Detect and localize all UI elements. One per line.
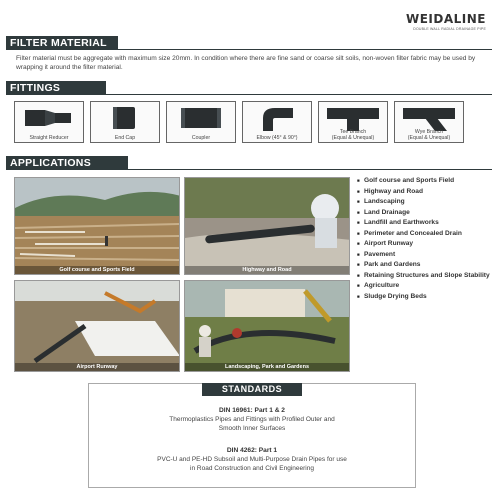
elbow-icon xyxy=(243,102,311,132)
brand-logo xyxy=(406,12,486,31)
standard-din-16961 xyxy=(89,406,415,433)
golf-course-image xyxy=(15,178,180,275)
standards-heading: STANDARDS xyxy=(202,383,302,396)
highway-image xyxy=(185,178,350,275)
list-item: ■ Retaining Structures and Slope Stability xyxy=(357,271,497,282)
standard-desc: PVC-U and PE-HD Subsoil and Multi-Purpose Drain Pipes for use xyxy=(157,456,347,463)
fitting-label: Straight Reducer xyxy=(29,135,69,141)
fitting-label: Coupler xyxy=(191,135,211,141)
photo-caption: Airport Runway xyxy=(15,363,179,371)
standards-box xyxy=(88,383,416,488)
fitting-label: Wye Branch (Equal & Unequal) xyxy=(407,129,451,141)
fittings-heading-bar xyxy=(6,81,106,95)
fitting-label: Elbow (45° & 90°) xyxy=(256,135,298,141)
straight-reducer-icon xyxy=(15,102,83,132)
brand-name: WEIDALINE xyxy=(406,12,486,26)
applications-heading: APPLICATIONS xyxy=(10,157,91,169)
brand-tagline: DOUBLE WALL RADIAL DRAINAGE PIPE xyxy=(413,27,486,31)
list-item: ■ Highway and Road xyxy=(357,187,497,198)
tee-branch-icon xyxy=(319,102,387,132)
list-item: ■ Landscaping xyxy=(357,197,497,208)
standard-desc: Thermoplastics Pipes and Fittings with Profiled Outer and xyxy=(169,416,335,423)
list-item: ■ Perimeter and Concealed Drain xyxy=(357,229,497,240)
list-item: ■ Landfill and Earthworks xyxy=(357,218,497,229)
photo-caption: Highway and Road xyxy=(185,266,349,274)
list-item: ■ Airport Runway xyxy=(357,239,497,250)
fittings-rule xyxy=(6,94,492,95)
list-item: ■ Land Drainage xyxy=(357,208,497,219)
list-item: ■ Park and Gardens xyxy=(357,260,497,271)
fitting-end-cap xyxy=(90,101,160,143)
standard-desc: Smooth Inner Surfaces xyxy=(218,425,286,432)
wye-branch-icon xyxy=(395,102,463,132)
airport-runway-image xyxy=(15,281,180,372)
fitting-label: End Cap xyxy=(114,135,136,141)
standard-title: DIN 16961: Part 1 & 2 xyxy=(219,407,285,414)
filter-heading: FILTER MATERIAL xyxy=(10,37,107,49)
fittings-heading: FITTINGS xyxy=(10,82,61,94)
applications-rule xyxy=(6,169,492,170)
photo-landscaping xyxy=(184,280,350,372)
photo-airport-runway xyxy=(14,280,180,372)
fitting-elbow xyxy=(242,101,312,143)
end-cap-icon xyxy=(91,102,159,132)
coupler-icon xyxy=(167,102,235,132)
standard-title: DIN 4262: Part 1 xyxy=(226,447,278,454)
standard-desc: in Road Construction and Civil Engineering xyxy=(190,465,314,472)
fitting-tee-branch xyxy=(318,101,388,143)
list-item: ■ Golf course and Sports Field xyxy=(357,176,497,187)
fitting-coupler xyxy=(166,101,236,143)
fitting-label: Tee Branch (Equal & Unequal) xyxy=(331,129,375,141)
applications-heading-bar xyxy=(6,156,128,170)
filter-text: Filter material must be aggregate with maximum size 20mm. In condition where there are fine sand or coarse silt soils, non-woven filter fabric may be used by wrapping it around the filter material. xyxy=(16,55,476,71)
fitting-straight-reducer xyxy=(14,101,84,143)
list-item: ■ Pavement xyxy=(357,250,497,261)
fittings-row xyxy=(14,101,464,143)
filter-heading-bar xyxy=(6,36,118,50)
photo-golf-course xyxy=(14,177,180,275)
photo-highway xyxy=(184,177,350,275)
landscaping-image xyxy=(185,281,350,372)
filter-rule xyxy=(6,49,492,50)
photo-caption: Landscaping, Park and Gardens xyxy=(185,363,349,371)
fitting-wye-branch xyxy=(394,101,464,143)
standard-din-4262 xyxy=(89,446,415,473)
list-item: ■ Agriculture xyxy=(357,281,497,292)
list-item: ■ Sludge Drying Beds xyxy=(357,292,497,303)
photo-caption: Golf course and Sports Field xyxy=(15,266,179,274)
applications-list xyxy=(357,176,497,302)
